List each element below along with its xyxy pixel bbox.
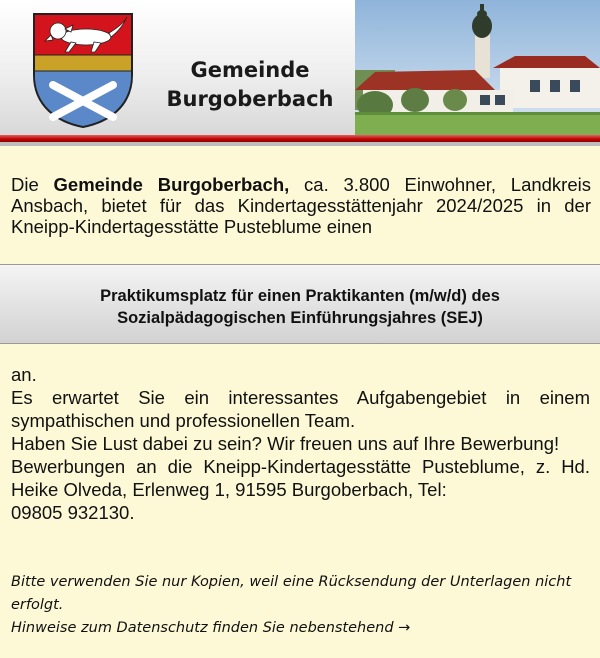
position-banner	[0, 264, 600, 344]
position-title-line-2: Sozialpädagogischen Einführungsjahres (SEJ)	[117, 309, 483, 327]
note-section	[11, 571, 591, 640]
municipality-title	[150, 56, 350, 114]
intro-municipality: Gemeinde Burgoberbach,	[53, 174, 290, 195]
note-privacy[interactable]	[11, 617, 591, 640]
intro-paragraph	[11, 174, 591, 237]
body-apply: Bewerbungen an die Kneipp-Kindertagesstätte Pusteblume, z. Hd. Heike Olveda, Erlenweg 1, 91595 Burgoberbach, Tel:	[11, 456, 590, 500]
intro-rest: ca. 3.800 Einwohner, Landkreis Ansbach, bietet für das Kindertagesstättenjahr 2024/2025 in der Kneipp-Kindertagesstätte Pusteblume einen	[11, 174, 591, 237]
red-divider	[0, 135, 600, 142]
note-copies: Bitte verwenden Sie nur Kopien, weil eine Rücksendung der Unterlagen nicht erfolgt.	[11, 574, 572, 613]
body-invite: Haben Sie Lust dabei zu sein? Wir freuen uns auf Ihre Bewerbung!	[11, 433, 560, 454]
body-an: an.	[11, 364, 37, 385]
body-phone: 09805 932130.	[11, 502, 135, 523]
position-title-line-1: Praktikumsplatz für einen Praktikanten (m/w/d) des	[100, 287, 500, 305]
coat-of-arms-icon	[31, 11, 135, 129]
header	[0, 0, 600, 137]
body-text	[11, 363, 590, 524]
body-task: Es erwartet Sie ein interessantes Aufgabengebiet in einem sympathischen und professionellen Team.	[11, 387, 590, 431]
village-church-photo	[355, 0, 600, 135]
arrow-right-icon: →	[398, 620, 411, 636]
title-line-2: Burgoberbach	[166, 87, 334, 111]
privacy-link-text[interactable]: Hinweise zum Datenschutz finden Sie nebenstehend	[11, 620, 394, 636]
title-line-1: Gemeinde	[190, 58, 310, 82]
gray-divider	[0, 142, 600, 146]
intro-prefix: Die	[11, 174, 54, 195]
